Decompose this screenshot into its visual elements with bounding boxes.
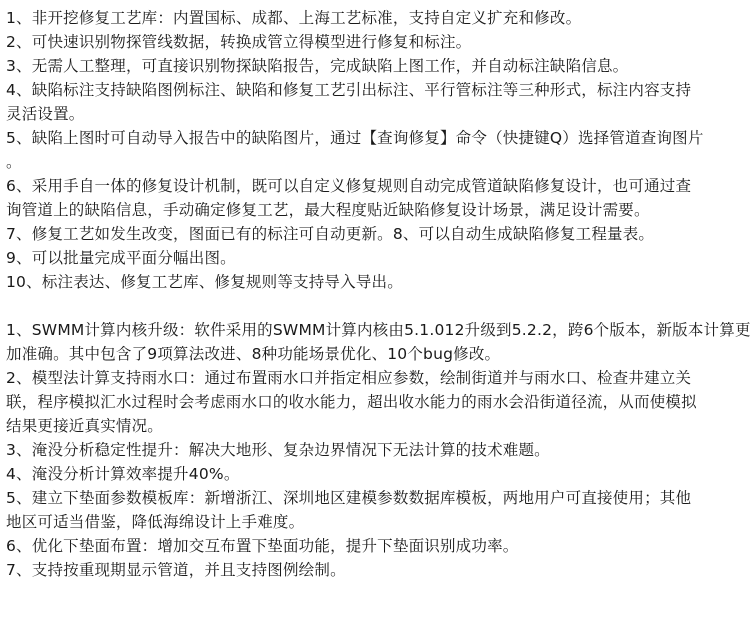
list-item: 2、模型法计算支持雨水口：通过布置雨水口并指定相应参数，绘制街道并与雨水口、检查井建立关 [6,369,692,387]
list-item: 1、SWMM计算内核升级：软件采用的SWMM计算内核由5.1.012升级到5.2.2，跨6个版本，新版本计算更 [6,321,751,339]
list-item: 2、可快速识别物探管线数据，转换成管立得模型进行修复和标注。 [6,33,472,51]
list-item-continuation: 地区可适当借鉴，降低海绵设计上手难度。 [6,513,305,531]
list-item-continuation: 结果更接近真实情况。 [6,417,164,435]
list-item-continuation: 加准确。其中包含了9项算法改进、8种功能场景优化、10个bug修改。 [6,345,501,363]
list-item: 6、优化下垫面布置：增加交互布置下垫面功能，提升下垫面识别成功率。 [6,537,519,555]
list-item-continuation: 灵活设置。 [6,105,85,123]
list-item: 3、无需人工整理，可直接识别物探缺陷报告，完成缺陷上图工作，并自动标注缺陷信息。 [6,57,629,75]
list-item: 4、淹没分析计算效率提升40%。 [6,465,240,483]
list-item: 10、标注表达、修复工艺库、修复规则等支持导入导出。 [6,273,403,291]
feature-list-swmm [6,318,751,582]
list-item: 1、非开挖修复工艺库：内置国标、成都、上海工艺标准，支持自定义扩充和修改。 [6,9,582,27]
list-item: 7、支持按重现期显示管道，并且支持图例绘制。 [6,561,346,579]
list-item-continuation: 询管道上的缺陷信息，手动确定修复工艺，最大程度贴近缺陷修复设计场景，满足设计需要。 [6,201,650,219]
list-item: 9、可以批量完成平面分幅出图。 [6,249,236,267]
list-item: 5、建立下垫面参数模板库：新增浙江、深圳地区建模参数数据库模板，两地用户可直接使用；其他 [6,489,692,507]
list-item: 4、缺陷标注支持缺陷图例标注、缺陷和修复工艺引出标注、平行管标注等三种形式，标注内容支持 [6,81,692,99]
list-item-continuation: 联，程序模拟汇水过程时会考虑雨水口的收水能力，超出收水能力的雨水会沿街道径流，从而使模拟 [6,393,697,411]
list-item-continuation: 。 [6,153,22,171]
section-spacer [6,294,751,318]
list-item: 7、修复工艺如发生改变，图面已有的标注可自动更新。8、可以自动生成缺陷修复工程量表。 [6,225,655,243]
list-item: 3、淹没分析稳定性提升：解决大地形、复杂边界情况下无法计算的技术难题。 [6,441,550,459]
feature-list-repair [6,6,751,294]
list-item: 5、缺陷上图时可自动导入报告中的缺陷图片，通过【查询修复】命令（快捷键Q）选择管道查询图片 [6,129,704,147]
list-item: 6、采用手自一体的修复设计机制，既可以自定义修复规则自动完成管道缺陷修复设计，也可通过查 [6,177,692,195]
document-body [6,6,751,582]
